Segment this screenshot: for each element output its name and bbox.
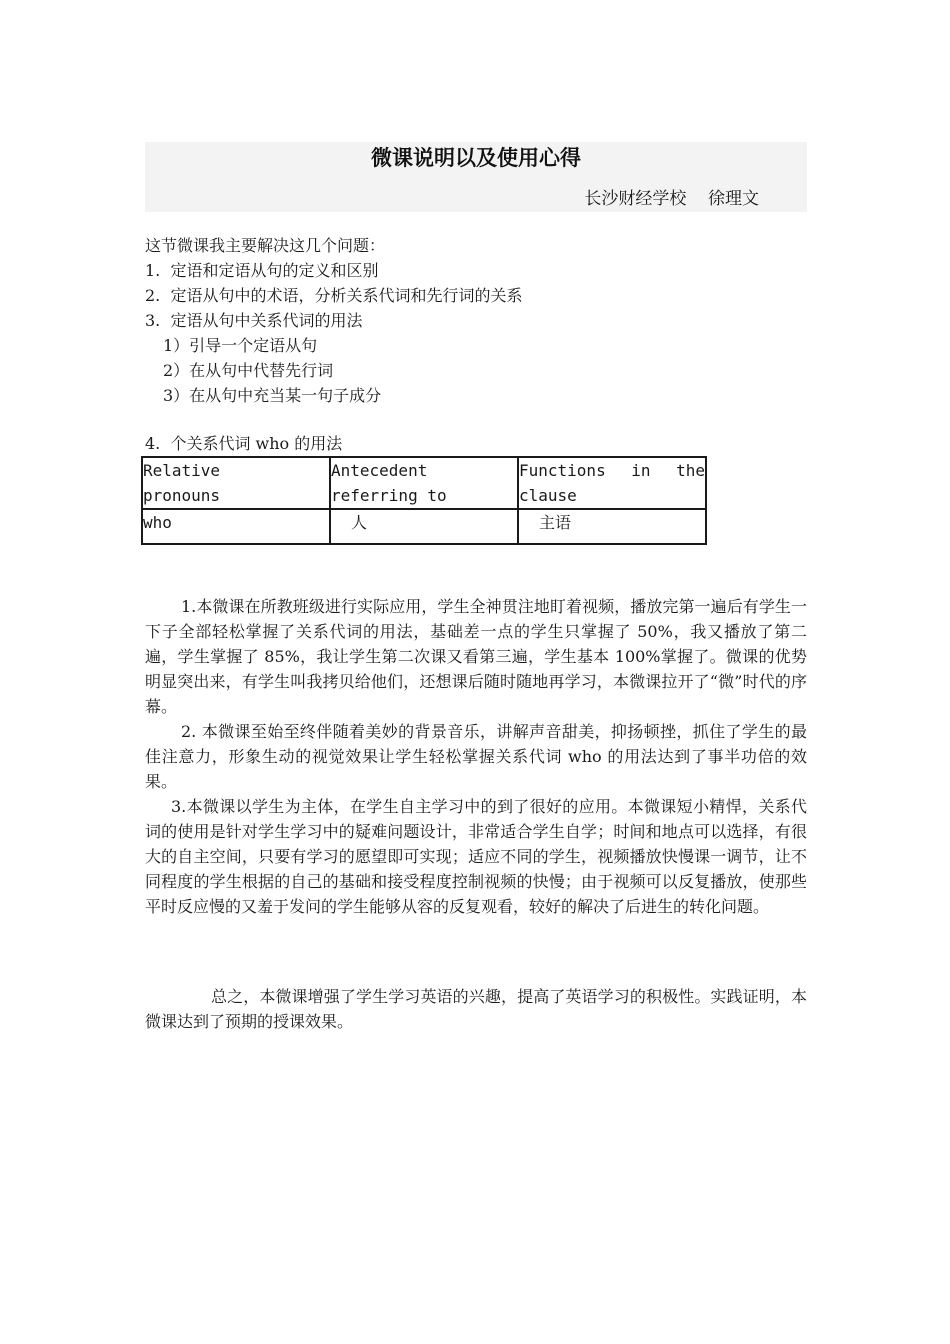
paragraph-1: 1.本微课在所教班级进行实际应用，学生全神贯注地盯着视频，播放完第一遍后有学生一下子全部轻松掌握了关系代词的用法，基础差一点的学生只掌握了 50%，我又播放了第二遍，学生掌握了 85%，我让学生第二次课又看第三遍，学生基本 100%掌握了。微课的优势明显突出来，有学生叫我拷贝给他们，还想课后随时随地再学习，本微课拉开了“微”时代的序幕。 (145, 597, 807, 716)
intro-subitem: 3）在从句中充当某一句子成分 (163, 386, 382, 405)
intro-item: 1. 定语和定语从句的定义和区别 (145, 261, 379, 280)
table-header-cell (142, 457, 330, 509)
table-header-row (142, 457, 706, 509)
table-header-cell (330, 457, 518, 509)
intro-subitem: 2）在从句中代替先行词 (163, 361, 334, 380)
header-text: pronouns (143, 486, 221, 505)
table-row (142, 509, 706, 544)
table-cell: 人 (330, 509, 518, 544)
table-header-cell (518, 457, 706, 509)
header-text: clause (519, 486, 577, 505)
header-text: Antecedent (331, 461, 428, 480)
paragraph-3: 3.本微课以学生为主体，在学生自主学习中的到了很好的应用。本微课短小精悍，关系代词的使用是针对学生学习中的疑难问题设计，非常适合学生自学；时间和地点可以选择，有很大的自主空间，只要有学习的愿望即可实现；适应不同的学生，视频播放快慢课一调节，让不同程度的学生根据的自己的基础和接受程度控制视频的快慢；由于视频可以反复播放，使那些平时反应慢的又羞于发问的学生能够从容的反复观看，较好的解决了后进生的转化问题。 (145, 797, 807, 916)
title-header (145, 142, 807, 212)
header-text: referring to (331, 486, 447, 505)
intro-subitem: 1）引导一个定语从句 (163, 336, 318, 355)
intro-section (145, 233, 807, 408)
intro-item: 2. 定语从句中的术语，分析关系代词和先行词的关系 (145, 286, 523, 305)
table-cell: who (142, 509, 330, 544)
header-text: Functions in the (519, 461, 705, 480)
summary-paragraph: 总之，本微课增强了学生学习英语的兴趣，提高了英语学习的积极性。实践证明，本微课达到了预期的授课效果。 (145, 987, 807, 1031)
author-line: 长沙财经学校 徐理文 (584, 189, 759, 209)
intro-lead: 这节微课我主要解决这几个问题： (145, 236, 386, 255)
intro-item: 3. 定语从句中关系代词的用法 (145, 311, 363, 330)
table-cell: 主语 (518, 509, 706, 544)
header-text: Relative (143, 461, 221, 480)
relative-pronoun-table (141, 456, 707, 545)
document-title: 微课说明以及使用心得 (371, 146, 581, 170)
usage-notes (145, 594, 807, 919)
table-caption: 4. 个关系代词 who 的用法 (145, 434, 343, 453)
paragraph-2: 2. 本微课至始至终伴随着美妙的背景音乐，讲解声音甜美，抑扬顿挫，抓住了学生的最佳注意力，形象生动的视觉效果让学生轻松掌握关系代词 who 的用法达到了事半功倍的效果。 (145, 722, 807, 791)
